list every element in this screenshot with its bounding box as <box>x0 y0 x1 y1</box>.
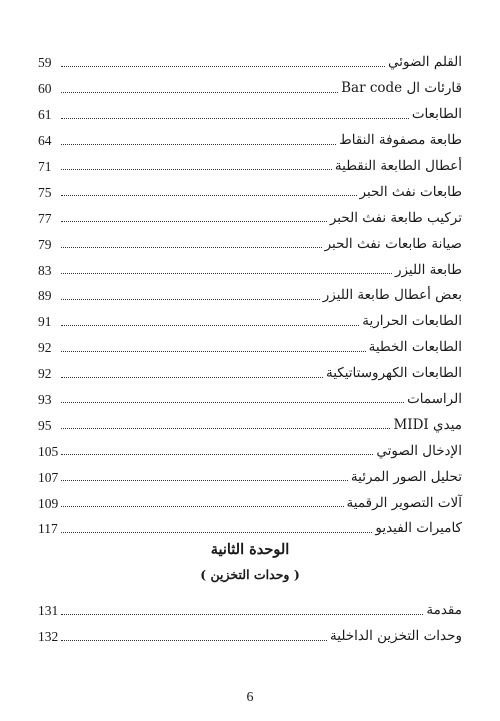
dot-leader <box>61 298 320 300</box>
toc-entry-page: 95 <box>38 417 52 433</box>
toc-entry-page: 83 <box>38 262 52 278</box>
toc-entry-title: الطابعات الخطية <box>368 339 462 356</box>
dot-leader <box>61 401 404 403</box>
toc-entry[interactable] <box>38 148 462 174</box>
toc-entry-title: الطابعات <box>411 106 462 123</box>
toc-entry-page: 71 <box>38 158 52 174</box>
toc-entry-page: 109 <box>38 495 59 511</box>
toc-entry-page: 89 <box>38 288 52 304</box>
toc-list-bottom <box>38 592 462 644</box>
toc-entry[interactable] <box>38 173 462 199</box>
dot-leader <box>61 350 366 352</box>
toc-entry-page: 59 <box>38 55 52 71</box>
toc-entry[interactable] <box>38 199 462 225</box>
toc-entry[interactable] <box>38 277 462 303</box>
dot-leader <box>61 453 373 455</box>
toc-entry-page: 131 <box>38 603 59 619</box>
toc-entry[interactable] <box>38 484 462 510</box>
toc-entry-title: طابعات نفث الحبر <box>359 183 462 200</box>
toc-entry[interactable] <box>38 96 462 122</box>
toc-entry-title: الإدخال الصوتي <box>376 442 462 459</box>
toc-entry-title: قارئات ال Bar code <box>341 80 462 97</box>
toc-entry-title: آلات التصوير الرقمية <box>346 494 462 511</box>
toc-entry[interactable] <box>38 251 462 277</box>
toc-entry[interactable] <box>38 355 462 381</box>
dot-leader <box>61 272 392 274</box>
page-number: 6 <box>246 690 254 705</box>
toc-entry-page: 132 <box>38 629 59 645</box>
toc-entry-title: صيانة طابعات نفث الحبر <box>324 235 462 252</box>
toc-entry-page: 60 <box>38 81 52 97</box>
toc-entry-title: الراسمات <box>406 390 462 407</box>
toc-entry-page: 77 <box>38 210 52 226</box>
dot-leader <box>61 427 390 429</box>
dot-leader <box>61 639 327 641</box>
toc-entry-title: وحدات التخزين الداخلية <box>330 628 462 645</box>
toc-entry[interactable] <box>38 122 462 148</box>
toc-entry[interactable] <box>38 592 462 618</box>
toc-entry-page: 61 <box>38 107 52 123</box>
toc-entry[interactable] <box>38 381 462 407</box>
toc-entry-page: 107 <box>38 469 59 485</box>
dot-leader <box>61 117 409 119</box>
dot-leader <box>61 91 338 93</box>
toc-entry-page: 64 <box>38 133 52 149</box>
toc-entry-title: كاميرات الفيديو <box>375 520 462 537</box>
dot-leader <box>61 505 344 507</box>
dot-leader <box>61 194 357 196</box>
toc-entry[interactable] <box>38 225 462 251</box>
toc-entry-title: طابعة مصفوفة النقاط <box>339 132 462 149</box>
toc-entry-title: تحليل الصور المرئية <box>350 468 462 485</box>
dot-leader <box>61 246 322 248</box>
toc-entry-title: أعطال الطابعة النقطية <box>334 157 462 174</box>
toc-entry-page: 75 <box>38 184 52 200</box>
dot-leader <box>61 168 332 170</box>
toc-entry-page: 117 <box>38 521 58 537</box>
toc-entry[interactable] <box>38 618 462 644</box>
toc-entry[interactable] <box>38 510 462 536</box>
toc-entry[interactable] <box>38 432 462 458</box>
toc-entry-title: تركيب طابعة نفث الحبر <box>329 209 462 226</box>
toc-entry[interactable] <box>38 329 462 355</box>
dot-leader <box>61 376 323 378</box>
toc-entry-title: القلم الضوئي <box>388 54 462 71</box>
toc-entry[interactable] <box>38 458 462 484</box>
dot-leader <box>61 531 372 533</box>
dot-leader <box>61 324 359 326</box>
toc-entry[interactable] <box>38 44 462 70</box>
toc-entry-title: الطابعات الكهروستاتيكية <box>325 365 462 382</box>
dot-leader <box>61 479 348 481</box>
toc-entry-title: الطابعات الحرارية <box>362 313 462 330</box>
toc-entry-page: 91 <box>38 314 52 330</box>
toc-entry-title: بعض أعطال طابعة الليزر <box>322 287 462 304</box>
unit-subtitle: ( وحدات التخزين ) <box>200 567 300 582</box>
toc-entry-title: مقدمة <box>426 602 462 619</box>
dot-leader <box>61 65 385 67</box>
toc-entry-title: طابعة الليزر <box>394 261 462 278</box>
toc-entry[interactable] <box>38 303 462 329</box>
toc-entry-title: ميدي MIDI <box>393 416 462 433</box>
dot-leader <box>61 143 336 145</box>
toc-entry[interactable] <box>38 70 462 96</box>
toc-entry-page: 93 <box>38 391 52 407</box>
toc-entry-page: 105 <box>38 443 59 459</box>
toc-entry-page: 92 <box>38 340 52 356</box>
toc-entry-page: 92 <box>38 366 52 382</box>
toc-list-top <box>38 44 462 536</box>
unit-heading: الوحدة الثانية <box>210 541 290 558</box>
dot-leader <box>61 220 327 222</box>
toc-entry[interactable] <box>38 406 462 432</box>
toc-entry-page: 79 <box>38 236 52 252</box>
dot-leader <box>61 613 423 615</box>
